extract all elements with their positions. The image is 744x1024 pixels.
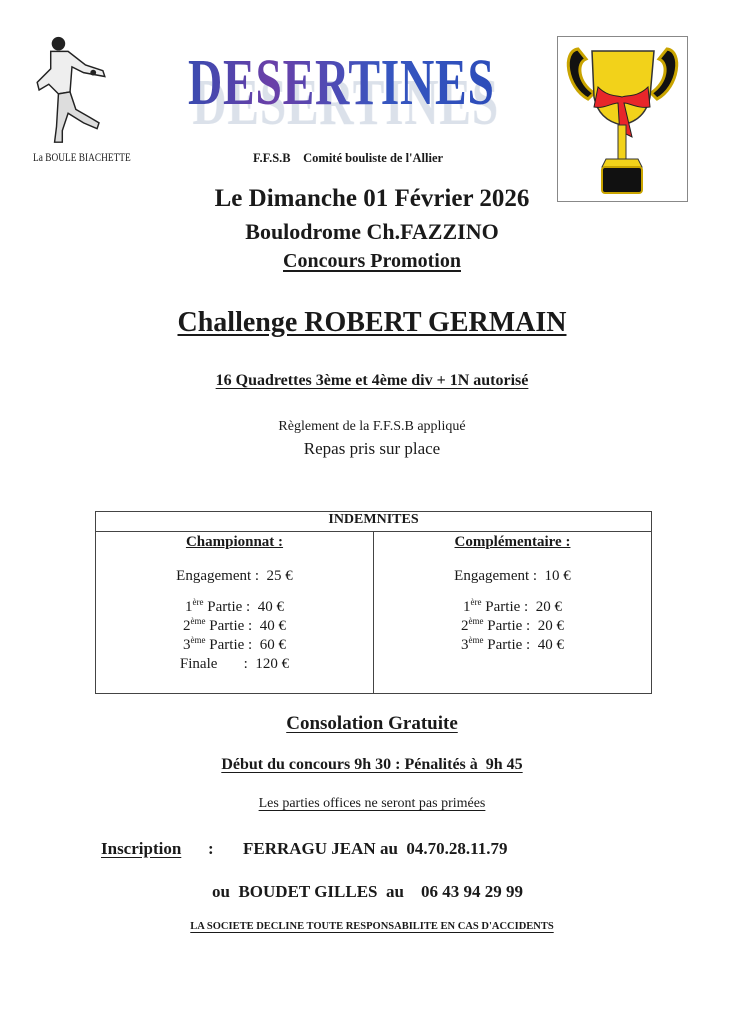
committee: Comité bouliste de l'Allier xyxy=(303,151,444,165)
trophy-icon xyxy=(558,37,687,201)
inscription-colon: : xyxy=(208,839,214,858)
championnat-row: 2ème Partie : 40 € xyxy=(183,616,286,634)
championnat-column xyxy=(96,532,374,694)
complementaire-row: 2ème Partie : 20 € xyxy=(461,616,564,634)
complementaire-row: 1ère Partie : 20 € xyxy=(463,597,562,615)
championnat-row: 3ème Partie : 60 € xyxy=(183,635,286,653)
championnat-finale: Finale : 120 € xyxy=(179,656,290,672)
start-time: Début du concours 9h 30 : Pénalités à 9h 45 xyxy=(221,756,523,773)
complementaire-title: Complémentaire : xyxy=(454,534,571,550)
event-rules: Règlement de la F.F.S.B appliqué xyxy=(278,419,466,434)
disclaimer: LA SOCIETE DECLINE TOUTE RESPONSABILITE EN CAS D'ACCIDENTS xyxy=(190,921,554,932)
federation: F.F.S.B xyxy=(253,151,291,165)
inscription-label: Inscription xyxy=(101,839,182,858)
bowler-logo-icon xyxy=(28,34,114,148)
page-title: DESERTINES xyxy=(188,50,519,116)
complementaire-row: 3ème Partie : 40 € xyxy=(461,635,564,653)
challenge-name: Challenge ROBERT GERMAIN xyxy=(177,307,567,338)
event-type: Concours Promotion xyxy=(283,250,461,272)
event-format: 16 Quadrettes 3ème et 4ème div + 1N autorisé xyxy=(215,372,529,389)
consolation: Consolation Gratuite xyxy=(286,713,458,734)
complementaire-engagement: Engagement : 10 € xyxy=(454,568,571,584)
championnat-engagement: Engagement : 25 € xyxy=(176,568,293,584)
event-venue: Boulodrome Ch.FAZZINO xyxy=(245,219,499,244)
complementaire-column xyxy=(374,532,652,694)
championnat-title: Championnat : xyxy=(185,534,284,550)
federation-line xyxy=(253,151,443,165)
indemnites-table xyxy=(95,511,652,694)
contact-ferragu: FERRAGU JEAN au 04.70.28.11.79 xyxy=(243,839,508,858)
trophy-image xyxy=(557,36,688,202)
club-name: La BOULE BIACHETTE xyxy=(33,150,131,164)
offices-note: Les parties offices ne seront pas primées xyxy=(258,796,486,811)
contact-boudet: ou BOUDET GILLES au 06 43 94 29 99 xyxy=(212,882,523,901)
indemnites-heading: INDEMNITES xyxy=(96,512,652,532)
event-meal: Repas pris sur place xyxy=(303,439,441,458)
event-date: Le Dimanche 01 Février 2026 xyxy=(214,185,530,212)
championnat-row: 1ère Partie : 40 € xyxy=(185,597,284,615)
